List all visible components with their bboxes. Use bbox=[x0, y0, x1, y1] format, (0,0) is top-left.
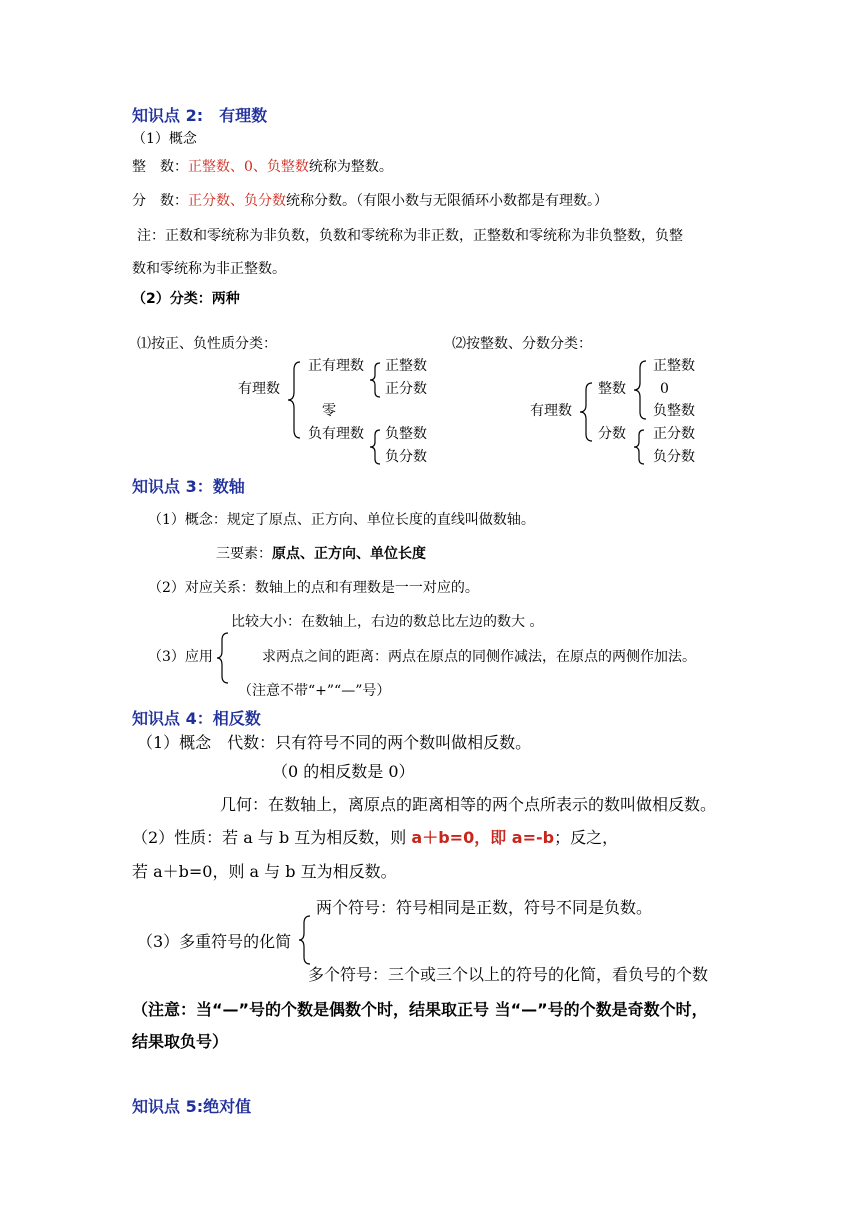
opposite-geometry: 几何：在数轴上，离原点的距离相等的两个点所表示的数叫做相反数。 bbox=[220, 795, 717, 814]
tree1-positive-fraction: 正分数 bbox=[385, 381, 427, 397]
simplify-label: （3）多重符号的化简 bbox=[137, 932, 292, 951]
fraction-label: 分 数： bbox=[132, 193, 188, 209]
tree1-root: 有理数 bbox=[238, 381, 280, 397]
tree1-zero: 零 bbox=[322, 403, 336, 419]
fraction-definition bbox=[132, 194, 608, 208]
tree1-positive-integer: 正整数 bbox=[385, 358, 427, 374]
integer-definition bbox=[132, 160, 393, 174]
apply-compare: 比较大小：在数轴上，右边的数总比左边的数大 。 bbox=[231, 614, 544, 630]
tree2-fraction: 分数 bbox=[598, 426, 626, 442]
tree2-integer-brace bbox=[630, 360, 650, 420]
concept-label: （1）概念 bbox=[132, 131, 197, 147]
apply-note: （注意不带“+”“—”号） bbox=[238, 683, 391, 699]
note-line-1: 注：正数和零统称为非负数，负数和零统称为非正数，正整数和零统称为非负整数，负整 bbox=[137, 228, 683, 244]
three-elements-label: 三要素： bbox=[216, 546, 272, 562]
classify-label: （2）分类：两种 bbox=[132, 291, 240, 307]
tree2-positive-fraction: 正分数 bbox=[653, 426, 695, 442]
tree2-integer: 整数 bbox=[598, 381, 626, 397]
apply-label: （3）应用 bbox=[148, 649, 213, 665]
fraction-red-text: 正分数、负分数 bbox=[188, 193, 286, 209]
tree1-title: ⑴按正、负性质分类： bbox=[137, 336, 277, 352]
integer-rest-text: 统称为整数。 bbox=[308, 159, 393, 175]
tree2-root: 有理数 bbox=[530, 403, 572, 419]
two-signs-rule: 两个符号：符号相同是正数，符号不同是负数。 bbox=[316, 898, 653, 917]
tree1-negative-brace bbox=[366, 429, 382, 465]
axis-concept: （1）概念：规定了原点、正方向、单位长度的直线叫做数轴。 bbox=[148, 512, 535, 528]
section-heading-kp4: 知识点 4：相反数 bbox=[132, 709, 261, 728]
opposite-property bbox=[132, 830, 618, 846]
section-heading-kp2: 知识点 2: 有理数 bbox=[132, 106, 268, 125]
note-line-2: 数和零统称为非正整数。 bbox=[132, 261, 286, 277]
apply-brace bbox=[214, 632, 232, 684]
property-suffix: ；反之， bbox=[554, 828, 619, 847]
sign-note-line-2: 结果取负号） bbox=[132, 1032, 229, 1051]
section-heading-kp3: 知识点 3：数轴 bbox=[132, 477, 245, 496]
three-elements bbox=[216, 547, 426, 561]
property-prefix: （2）性质：若 a 与 b 互为相反数，则 bbox=[132, 828, 412, 847]
tree1-negative-integer: 负整数 bbox=[385, 426, 427, 442]
tree2-negative-integer: 负整数 bbox=[653, 403, 695, 419]
apply-distance: 求两点之间的距离：两点在原点的同侧作减法，在原点的两侧作加法。 bbox=[262, 649, 696, 665]
tree2-title: ⑵按整数、分数分类： bbox=[452, 336, 592, 352]
sign-note-line-1: （注意：当“—”号的个数是偶数个时，结果取正号 当“—”号的个数是奇数个时， bbox=[132, 1000, 708, 1019]
simplify-brace bbox=[296, 915, 314, 965]
three-elements-items: 原点、正方向、单位长度 bbox=[272, 546, 426, 562]
tree1-negative-fraction: 负分数 bbox=[385, 449, 427, 465]
tree2-positive-integer: 正整数 bbox=[653, 358, 695, 374]
fraction-rest-text: 统称分数。（有限小数与无限循环小数都是有理数。） bbox=[286, 193, 608, 209]
tree1-main-brace bbox=[284, 360, 304, 440]
tree2-main-brace bbox=[576, 382, 596, 442]
property-converse: 若 a＋b=0，则 a 与 b 互为相反数。 bbox=[132, 862, 397, 881]
opposite-concept: （1）概念 代数：只有符号不同的两个数叫做相反数。 bbox=[137, 733, 532, 752]
section-heading-kp5: 知识点 5:绝对值 bbox=[132, 1097, 252, 1116]
tree1-positive-brace bbox=[366, 362, 382, 398]
tree1-negative: 负有理数 bbox=[308, 426, 364, 442]
tree1-positive: 正有理数 bbox=[308, 358, 364, 374]
tree2-zero: 0 bbox=[660, 381, 669, 397]
tree2-fraction-brace bbox=[630, 429, 646, 465]
integer-label: 整 数： bbox=[132, 159, 188, 175]
property-formula: a＋b=0，即 a=-b bbox=[411, 828, 555, 847]
integer-red-text: 正整数、0、负整数 bbox=[188, 159, 309, 175]
correspondence: （2）对应关系：数轴上的点和有理数是一一对应的。 bbox=[148, 580, 479, 596]
tree2-negative-fraction: 负分数 bbox=[653, 449, 695, 465]
zero-opposite-note: （0 的相反数是 0） bbox=[272, 762, 415, 781]
multi-signs-rule: 多个符号：三个或三个以上的符号的化简，看负号的个数 bbox=[308, 965, 709, 984]
